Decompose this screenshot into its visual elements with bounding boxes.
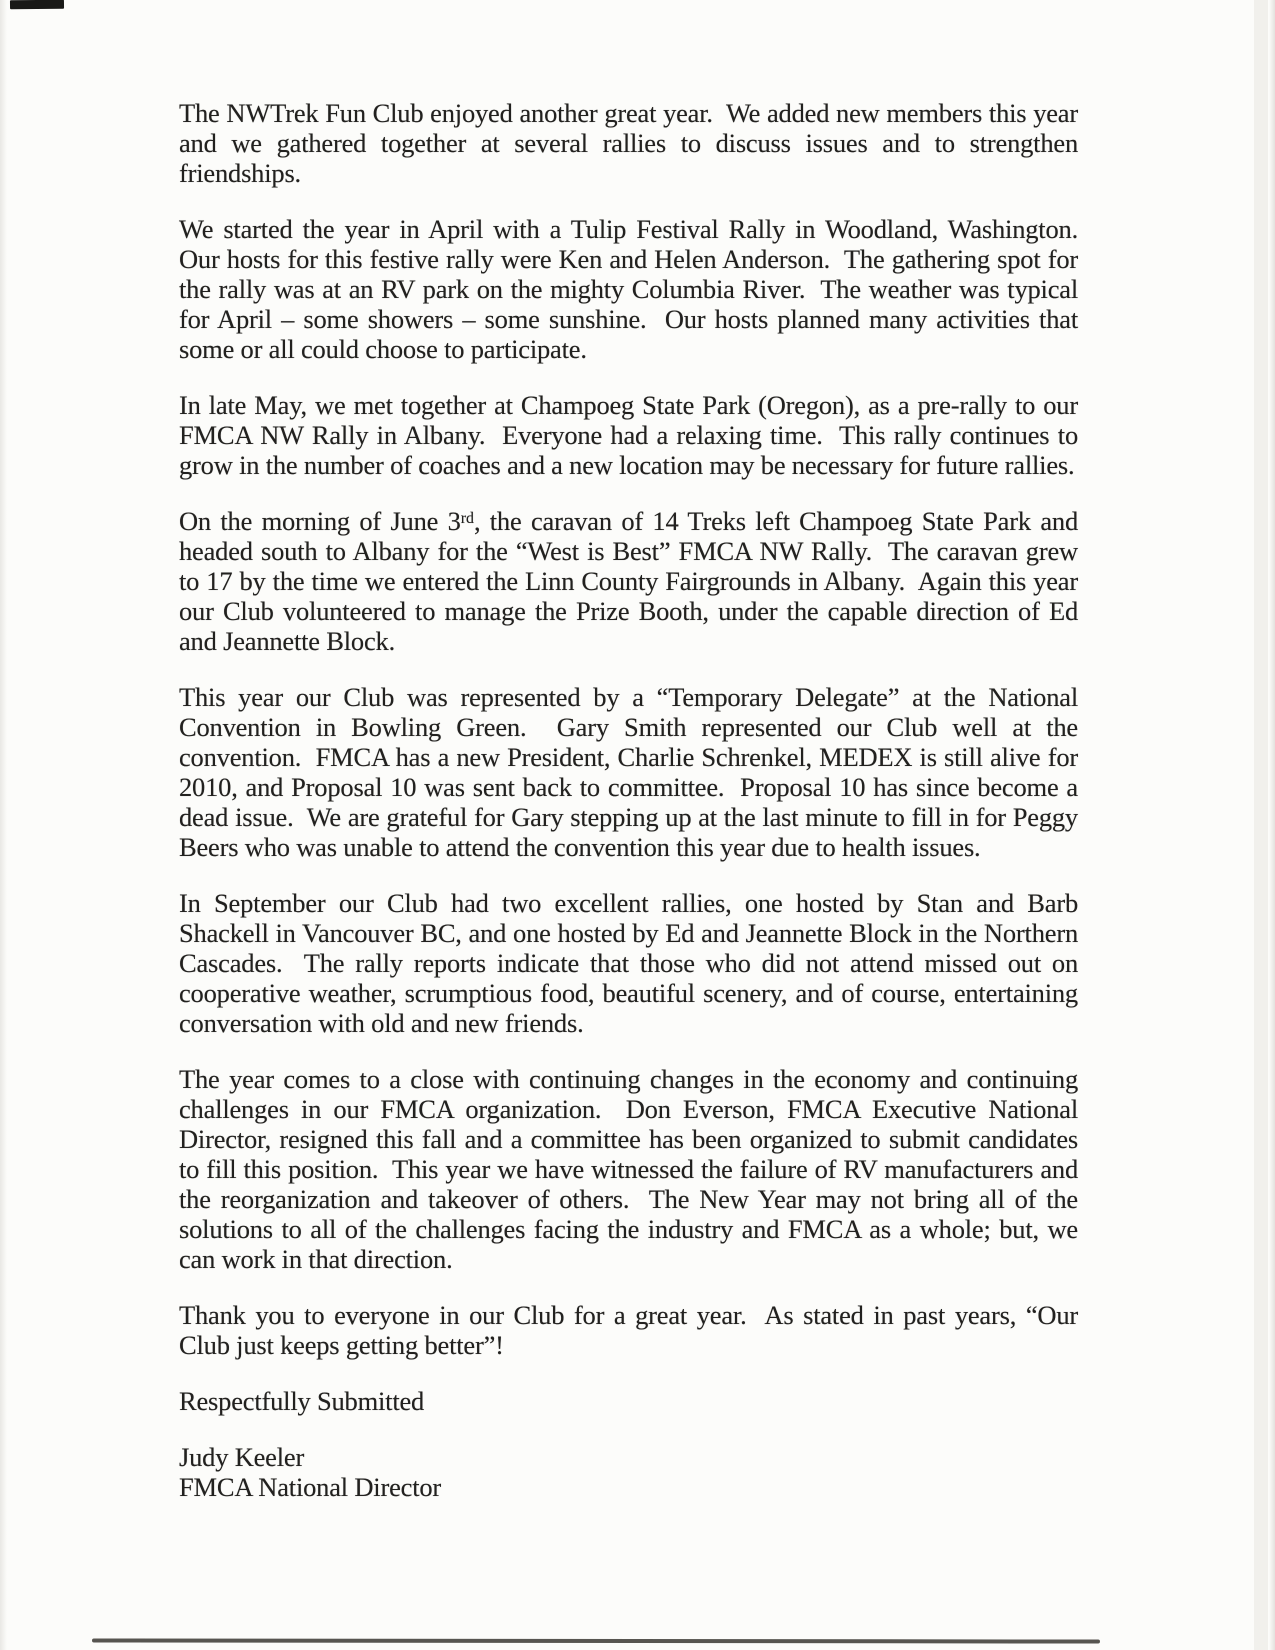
paragraph-text: We started the year in April with a Tulip Festival Rally in Woodland, Washington. Our hosts for this festive rally were Ken and Helen Anderson. The gathering spot for the rally was at an RV park on the mighty Columbia River. The weather was typical for April – some showers – some sunshine. Our hosts planned many activities that some or all could choose to participate. bbox=[179, 214, 1091, 364]
paragraph bbox=[179, 98, 1085, 188]
scan-artifact-top-left-mark bbox=[10, 0, 64, 9]
paragraph bbox=[179, 506, 1085, 656]
paragraph-text: , the caravan of 14 Treks left Champoeg State Park and headed south to Albany for the “West is Best” FMCA NW Rally. The caravan grew to 17 by the time we entered the Linn County Fairgrounds in Albany. Again this year our Club volunteered to manage the Prize Booth, under the capable direction of Ed and Jeannette Block. bbox=[179, 506, 1085, 656]
paragraph bbox=[179, 682, 1085, 862]
superscript-text: rd bbox=[460, 510, 474, 528]
paragraph bbox=[179, 390, 1085, 480]
paragraph bbox=[179, 1386, 1078, 1416]
scan-edge-right-shadow bbox=[1269, 0, 1275, 1650]
paragraph-text: Judy Keeler bbox=[179, 1442, 305, 1472]
paragraph-text: In late May, we met together at Champoeg State Park (Oregon), as a pre-rally to our FMCA NW Rally in Albany. Everyone had a relaxing time. This rally continues to grow in the number of coaches and a new location may be necessary for future rallies. bbox=[179, 390, 1085, 480]
paragraph bbox=[179, 1300, 1085, 1360]
scan-edge-left-shadow bbox=[0, 0, 7, 1650]
paragraph-text: This year our Club was represented by a “Temporary Delegate” at the National Convention in Bowling Green. Gary Smith represented our Club well at the convention. FMCA has a new President, Charlie Schrenkel, MEDEX is still alive for 2010, and Proposal 10 was sent back to committee. Proposal 10 has since become a dead issue. We are grateful for Gary stepping up at the last minute to fill in for Peggy Beers who was unable to attend the convention this year due to health issues. bbox=[179, 682, 1085, 862]
paragraph-text: Respectfully Submitted bbox=[179, 1386, 425, 1416]
letter-body bbox=[179, 98, 1091, 1528]
paragraph-text: On the morning of June 3 bbox=[179, 506, 461, 536]
paragraph bbox=[179, 888, 1085, 1038]
paragraph-text: The NWTrek Fun Club enjoyed another great year. We added new members this year and we gathered together at several rallies to discuss issues and to strengthen friendships. bbox=[179, 98, 1085, 188]
paragraph-text: The year comes to a close with continuing changes in the economy and continuing challenges in our FMCA organization. Don Everson, FMCA Executive National Director, resigned this fall and a committee has been organized to submit candidates to fill this position. This year we have witnessed the failure of RV manufacturers and the reorganization and takeover of others. The New Year may not bring all of the solutions to all of the challenges facing the industry and FMCA as a whole; but, we can work in that direction. bbox=[179, 1064, 1085, 1274]
scan-artifact-bottom-line bbox=[92, 1638, 1100, 1643]
paragraph bbox=[179, 1442, 1078, 1502]
paragraph-text: Thank you to everyone in our Club for a great year. As stated in past years, “Our Club just keeps getting better”! bbox=[179, 1300, 1085, 1360]
paragraph bbox=[179, 214, 1091, 364]
paragraph bbox=[179, 1064, 1085, 1274]
paragraph-text: In September our Club had two excellent rallies, one hosted by Stan and Barb Shackell in Vancouver BC, and one hosted by Ed and Jeannette Block in the Northern Cascades. The rally reports indicate that those who did not attend missed out on cooperative weather, scrumptious food, beautiful scenery, and of course, entertaining conversation with old and new friends. bbox=[179, 888, 1085, 1038]
scan-streak-right bbox=[1254, 0, 1268, 1650]
paragraph-text: FMCA National Director bbox=[179, 1472, 442, 1502]
